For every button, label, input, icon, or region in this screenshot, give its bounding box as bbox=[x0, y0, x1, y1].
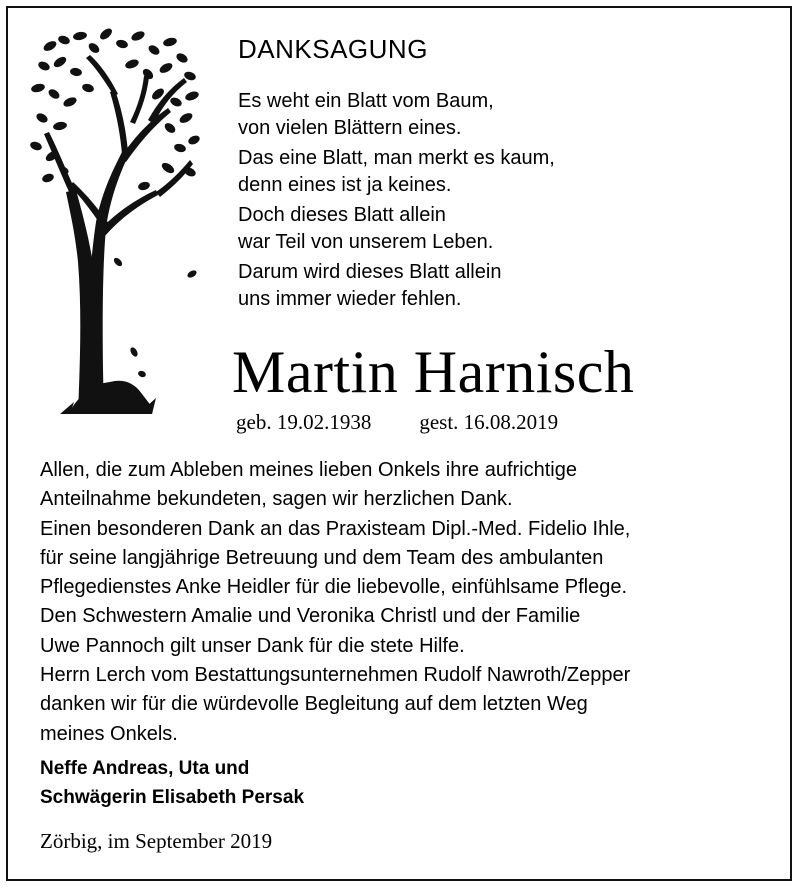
message-line: Anteilnahme bekundeten, sagen wir herzlichen Dank. bbox=[40, 488, 513, 511]
poem-line: Das eine Blatt, man merkt es kaum, bbox=[238, 147, 555, 169]
signers bbox=[40, 754, 304, 812]
message-line: Einen besonderen Dank an das Praxisteam Dipl.-Med. Fidelio Ihle, bbox=[40, 517, 631, 540]
birth-date: geb. 19.02.1938 bbox=[236, 410, 372, 434]
message-line: Herrn Lerch vom Bestattungsunternehmen Rudolf Nawroth/Zepper bbox=[40, 664, 631, 687]
poem-line: Es weht ein Blatt vom Baum, bbox=[238, 90, 494, 112]
message-line: Den Schwestern Amalie und Veronika Christl und der Familie bbox=[40, 605, 581, 628]
message-line: Pflegedienstes Anke Heidler für die liebevolle, einfühlsame Pflege. bbox=[40, 576, 628, 599]
poem-stanza bbox=[238, 145, 555, 198]
signer-line: Neffe Andreas, Uta und bbox=[40, 758, 250, 779]
death-date: gest. 16.08.2019 bbox=[419, 410, 559, 434]
poem-line: uns immer wieder fehlen. bbox=[238, 287, 462, 310]
message-line: für seine langjährige Betreuung und dem Team des ambulanten bbox=[40, 546, 604, 569]
poem-stanza bbox=[238, 202, 555, 255]
message-line: Uwe Pannoch gilt unser Dank für die stete Hilfe. bbox=[40, 634, 465, 657]
poem-line: von vielen Blättern eines. bbox=[238, 116, 462, 139]
poem-line: denn eines ist ja keines. bbox=[238, 173, 452, 196]
life-dates bbox=[236, 410, 558, 435]
message-line: Allen, die zum Ableben meines lieben Onkels ihre aufrichtige bbox=[40, 459, 577, 481]
poem bbox=[238, 88, 555, 316]
poem-line: Doch dieses Blatt allein bbox=[238, 204, 446, 226]
tree-with-falling-leaves-icon bbox=[30, 22, 200, 422]
poem-line: Darum wird dieses Blatt allein bbox=[238, 261, 502, 283]
poem-stanza bbox=[238, 259, 555, 312]
poem-line: war Teil von unserem Leben. bbox=[238, 230, 494, 253]
deceased-name: Martin Harnisch bbox=[232, 339, 635, 405]
poem-stanza bbox=[238, 88, 555, 141]
message-line: meines Onkels. bbox=[40, 722, 178, 745]
message-line: danken wir für die würdevolle Begleitung auf dem letzten Weg bbox=[40, 693, 588, 716]
thank-you-message bbox=[40, 456, 630, 749]
place-and-date: Zörbig, im September 2019 bbox=[40, 829, 273, 853]
notice-heading: DANKSAGUNG bbox=[238, 34, 428, 64]
signer-line: Schwägerin Elisabeth Persak bbox=[40, 787, 305, 808]
